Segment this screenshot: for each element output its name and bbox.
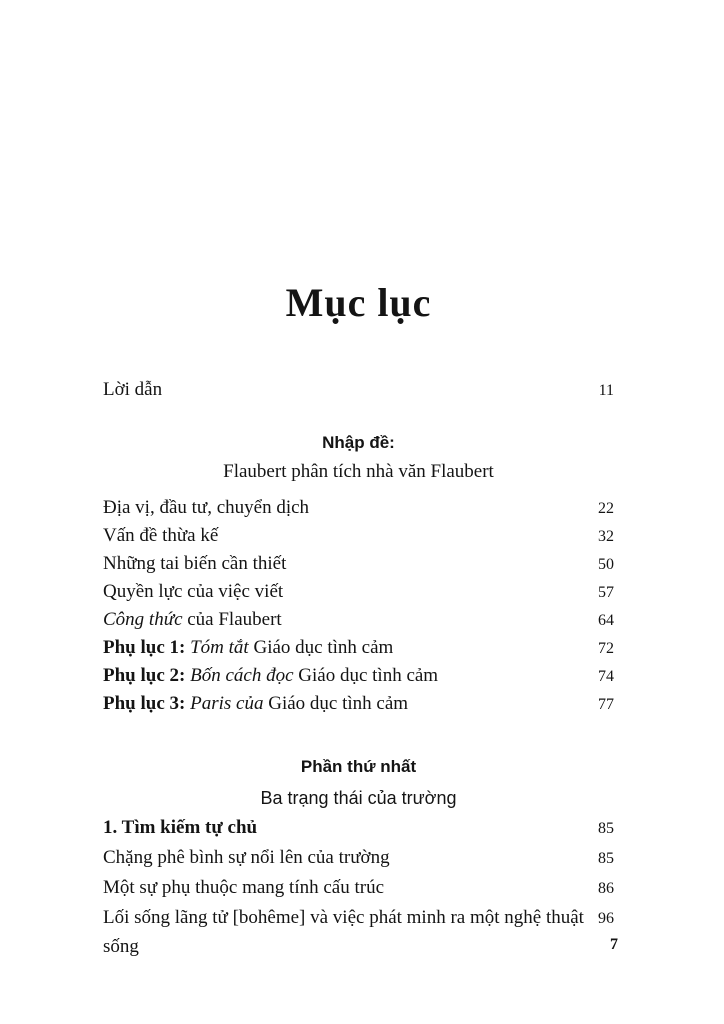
toc-entry-page: 86: [598, 880, 614, 897]
toc-entry-page: 22: [598, 500, 614, 517]
toc-entry-label: Quyền lực của việc viết: [103, 581, 284, 602]
entry-text-segment: Giáo dục tình cảm: [263, 693, 409, 714]
toc-entry-page: 50: [598, 556, 614, 573]
toc-row: [103, 578, 614, 606]
toc-row: [103, 873, 614, 903]
toc-row: [103, 522, 614, 550]
toc-entry-label: Lối sống lãng tử [bohême] và việc phát minh ra một nghệ thuật sống: [103, 907, 584, 957]
toc-entry-page: 11: [598, 382, 614, 399]
page-number-folio: 7: [610, 936, 618, 953]
toc-entry-page: 72: [598, 640, 614, 657]
toc-part-rows: [103, 813, 614, 961]
toc-entry-label: Những tai biến cần thiết: [103, 553, 287, 574]
toc-entry-page: 96: [598, 910, 614, 927]
toc-entry-label: [103, 662, 438, 689]
entry-italic-segment: Paris của: [190, 693, 264, 714]
toc-row-lead: [103, 377, 614, 404]
toc-entry-page: 74: [598, 668, 614, 685]
toc-row: [103, 813, 614, 843]
toc-entry-label: Lời dẫn: [103, 379, 163, 400]
toc-row: [103, 606, 614, 634]
entry-italic-segment: Tóm tắt: [190, 637, 249, 658]
entry-italic-segment: Công thức: [103, 609, 183, 630]
entry-text-segment: Giáo dục tình cảm: [293, 665, 439, 686]
toc-row: [103, 550, 614, 578]
toc-entry-page: 64: [598, 612, 614, 629]
toc-entry-label: 1. Tìm kiếm tự chủ: [103, 817, 258, 838]
entry-bold-prefix: Phụ lục 3:: [103, 693, 191, 714]
toc-entry-page: 85: [598, 850, 614, 867]
toc-row: [103, 634, 614, 662]
part-heading: Phần thứ nhất: [300, 757, 417, 776]
toc-entry-label: Chặng phê bình sự nổi lên của trường: [103, 847, 390, 868]
toc-entry-label: [103, 634, 393, 661]
toc-title: Mục lục: [285, 280, 432, 325]
toc-row: [103, 662, 614, 690]
toc-row: [103, 843, 614, 873]
toc-entry-page: 57: [598, 584, 614, 601]
entry-bold-prefix: Phụ lục 1:: [103, 637, 191, 658]
section-heading-intro: Nhập đề:: [322, 433, 395, 452]
entry-text-segment: của Flaubert: [182, 609, 282, 630]
entry-italic-segment: Bốn cách đọc: [190, 665, 294, 686]
toc-intro-rows: [103, 494, 614, 718]
toc-entry-page: 77: [598, 696, 614, 713]
toc-row: [103, 903, 614, 961]
toc-entry-label: [103, 606, 282, 633]
toc-row: [103, 494, 614, 522]
toc-entry-label: Địa vị, đầu tư, chuyển dịch: [103, 497, 310, 518]
part-subheading: Ba trạng thái của trường: [260, 788, 457, 808]
entry-text-segment: Giáo dục tình cảm: [248, 637, 394, 658]
toc-entry-label: [103, 690, 408, 717]
entry-bold-prefix: Phụ lục 2:: [103, 665, 191, 686]
toc-entry-label: Một sự phụ thuộc mang tính cấu trúc: [103, 877, 385, 898]
toc-row: [103, 690, 614, 718]
section-subheading-intro: Flaubert phân tích nhà văn Flaubert: [223, 461, 494, 482]
toc-entry-page: 32: [598, 528, 614, 545]
toc-entry-label: Vấn đề thừa kế: [103, 525, 219, 546]
toc-entry-page: 85: [598, 820, 614, 837]
